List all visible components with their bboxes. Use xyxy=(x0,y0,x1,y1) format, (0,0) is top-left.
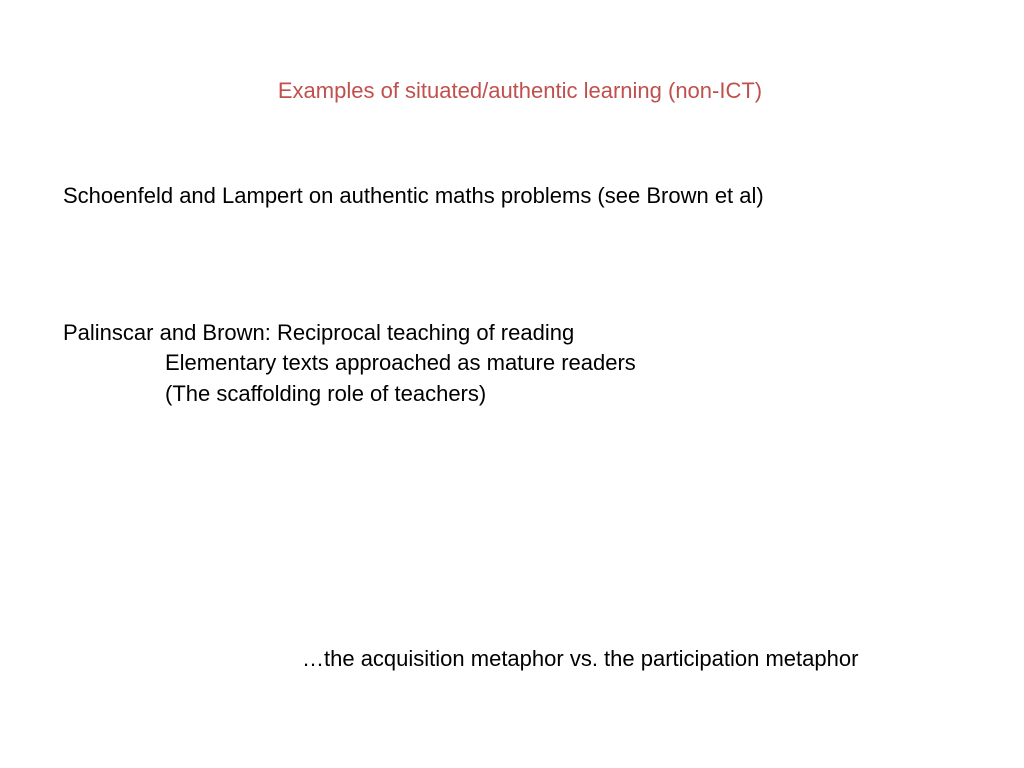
example-sub-item: Elementary texts approached as mature readers xyxy=(165,350,636,375)
example-sub-item: (The scaffolding role of teachers) xyxy=(165,381,487,406)
metaphor-note: …the acquisition metaphor vs. the participation metaphor xyxy=(302,646,859,671)
example-schoenfeld-lampert: Schoenfeld and Lampert on authentic maths problems (see Brown et al) xyxy=(63,183,764,208)
example-palinscar-brown: Palinscar and Brown: Reciprocal teaching of reading xyxy=(63,320,575,345)
slide-title: Examples of situated/authentic learning (non-ICT) xyxy=(277,78,763,103)
